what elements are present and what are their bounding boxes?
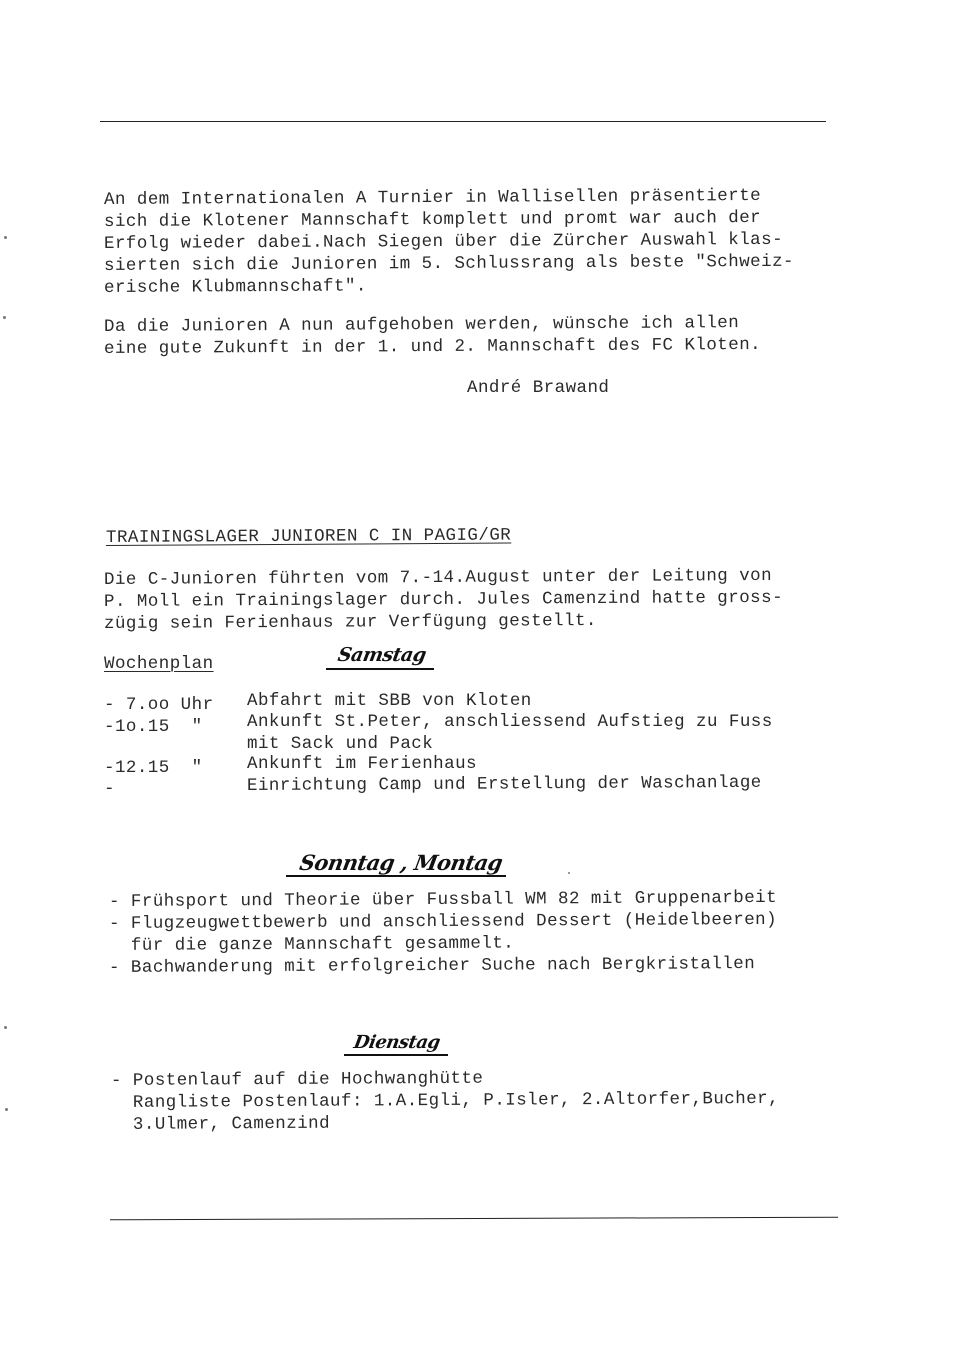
text-line: zügig sein Ferienhaus zur Verfügung gestellt.	[103, 610, 597, 634]
bottom-rule	[110, 1217, 838, 1221]
schedule-time: -12.15 "	[104, 758, 203, 778]
schedule-text: mit Sack und Pack	[247, 734, 434, 754]
handwritten-underline	[326, 668, 434, 670]
text-line: sierten sich die Junioren im 5. Schlussrang als beste "Schweiz-	[103, 251, 795, 276]
text-line: erische Klubmannschaft".	[103, 276, 367, 298]
text-line: - Postenlauf auf die Hochwanghütte	[110, 1068, 484, 1091]
text-line: eine gute Zukunft in der 1. und 2. Mannschaft des FC Kloten.	[103, 334, 762, 359]
section-title: TRAININGSLAGER JUNIOREN C IN PAGIG/GR	[105, 525, 512, 548]
text-line: Da die Junioren A nun aufgehoben werden, wünsche ich allen	[103, 313, 740, 337]
handwritten-dienstag: Dienstag	[352, 1032, 442, 1053]
schedule-text: Abfahrt mit SBB von Kloten	[247, 691, 532, 711]
schedule-text: Ankunft St.Peter, anschliessend Aufstieg zu Fuss	[247, 712, 773, 732]
schedule-text: Einrichtung Camp und Erstellung der Waschanlage	[246, 772, 762, 796]
text-line: - Flugzeugwettbewerb und anschliessend Dessert (Heidelbeeren)	[108, 909, 778, 934]
text-line: - Bachwanderung mit erfolgreicher Suche nach Bergkristallen	[108, 954, 756, 978]
text-line: für die ganze Mannschaft gesammelt.	[108, 933, 515, 956]
scan-speck	[4, 236, 7, 239]
handwritten-underline	[286, 875, 506, 877]
scan-speck	[3, 316, 6, 319]
text-line: P. Moll ein Trainingslager durch. Jules Camenzind hatte gross-	[103, 587, 784, 612]
schedule-time: -1o.15 "	[104, 717, 203, 737]
scan-speck	[4, 1026, 7, 1029]
top-rule	[100, 121, 826, 122]
text-line: 3.Ulmer, Camenzind	[110, 1113, 331, 1135]
text-line: - Frühsport und Theorie über Fussball WM 82 mit Gruppenarbeit	[108, 887, 778, 912]
text-line: An dem Internationalen A Turnier in Wallisellen präsentierte	[103, 185, 762, 210]
signature: André Brawand	[467, 378, 610, 398]
scan-speck	[568, 872, 570, 874]
text-line: Rangliste Postenlauf: 1.A.Egli, P.Isler, 2.Altorfer,Bucher,	[110, 1088, 780, 1113]
text-line: sich die Klotener Mannschaft komplett und promt war auch der	[103, 207, 762, 232]
schedule-time: - 7.oo Uhr	[104, 695, 214, 715]
handwritten-samstag: Samstag	[336, 644, 428, 666]
handwritten-sonntag-montag: Sonntag , Montag	[297, 850, 505, 875]
text-line: Erfolg wieder dabei.Nach Siegen über die Zürcher Auswahl klas-	[103, 229, 784, 254]
scan-speck	[5, 1108, 8, 1111]
schedule-time: -	[104, 779, 115, 799]
wochenplan-label: Wochenplan	[104, 654, 214, 674]
handwritten-underline	[344, 1054, 448, 1056]
schedule-text: Ankunft im Ferienhaus	[247, 754, 477, 774]
text-line: Die C-Junioren führten vom 7.-14.August unter der Leitung von	[103, 565, 773, 590]
